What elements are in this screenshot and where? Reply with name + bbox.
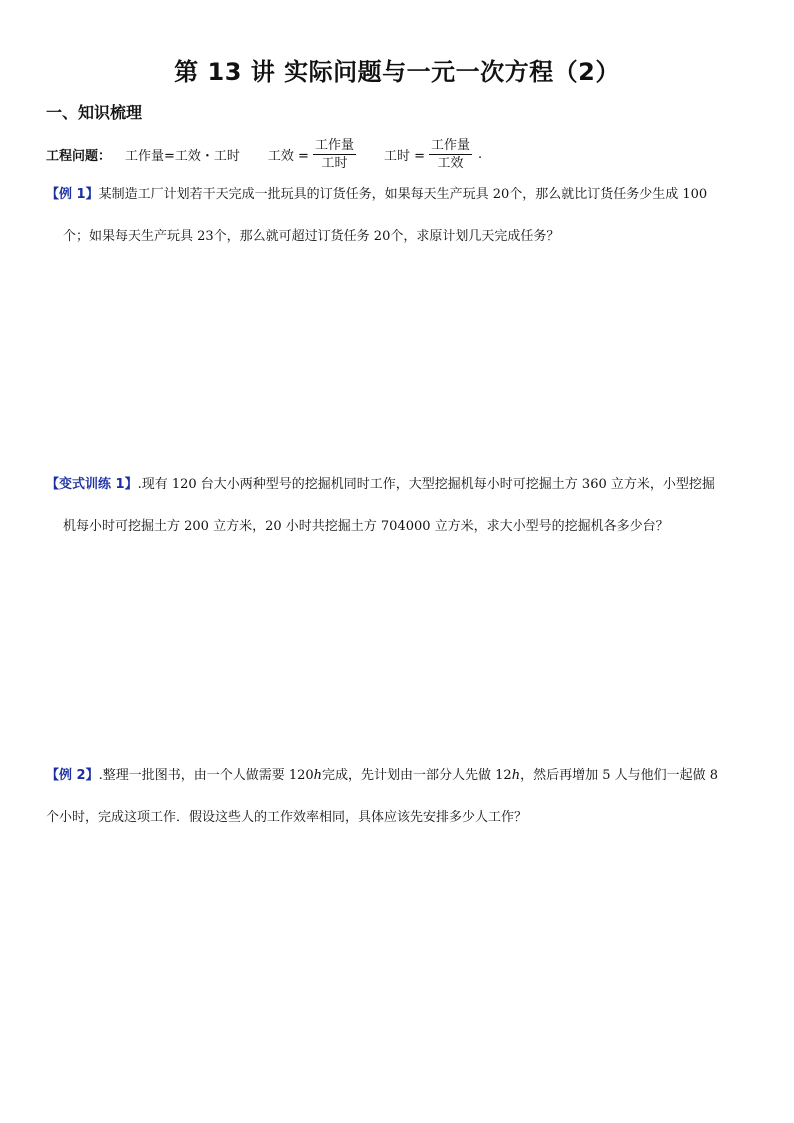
formula-time (384, 137, 472, 172)
time-denominator: 工效 (437, 155, 464, 171)
example-1 (46, 174, 750, 258)
efficiency-fraction (313, 137, 356, 172)
example-2-unit-h-2: h (511, 768, 521, 783)
example-1-text-2: 个；如果每天生产玩具 23个，那么就可超过订货任务 20个，求原计划几天完成任务？ (63, 229, 560, 244)
example-1-line-1 (46, 174, 750, 216)
efficiency-lhs: 工效 = (267, 148, 309, 164)
formula-efficiency (268, 137, 356, 172)
time-fraction (429, 137, 472, 172)
example-2-tag: 【例 2】 (46, 768, 99, 783)
example-2-text-1a: .整理一批图书，由一个人做需要 120 (98, 768, 314, 783)
formula-work-equation: 工作量=工效・工时 (125, 148, 240, 164)
example-1-tag: 【例 1】 (46, 187, 99, 202)
variant-training-1 (46, 464, 750, 548)
example-1-text-1: 某制造工厂计划若干天完成一批玩具的订货任务，如果每天生产玩具 20个，那么就比订货任务少生成 100 (98, 187, 708, 202)
variant-1-line-1 (46, 464, 750, 506)
formula-row (46, 134, 482, 174)
example-2-line-1 (46, 755, 750, 797)
example-2-unit-h-1: h (313, 768, 323, 783)
variant-1-text-1: .现有 120 台大小两种型号的挖掘机同时工作，大型挖掘机每小时可挖掘土方 360 立方米，小型挖掘 (137, 477, 715, 492)
efficiency-denominator: 工时 (321, 155, 348, 171)
time-lhs: 工时 = (383, 148, 425, 164)
time-numerator: 工作量 (431, 137, 471, 153)
example-2-text-1b: 完成，先计划由一部分人先做 12 (322, 768, 512, 783)
formula-label: 工程问题： (46, 148, 112, 164)
page-title: 第 13 讲 实际问题与一元一次方程（2） (174, 58, 620, 86)
efficiency-numerator: 工作量 (314, 137, 354, 153)
variant-1-text-2: 机每小时可挖掘土方 200 立方米，20 小时共挖掘土方 704000 立方米，求大小型号的挖掘机各多少台？ (63, 519, 669, 534)
formula-period: . (478, 146, 483, 162)
section-heading: 一、知识梳理 (46, 103, 143, 122)
example-2-text-2: 个小时，完成这项工作．假设这些人的工作效率相同，具体应该先安排多少人工作？ (46, 810, 528, 825)
example-2-text-1c: ，然后再增加 5 人与他们一起做 8 (520, 768, 719, 783)
example-2 (46, 755, 750, 839)
variant-1-tag: 【变式训练 1】 (46, 477, 138, 492)
